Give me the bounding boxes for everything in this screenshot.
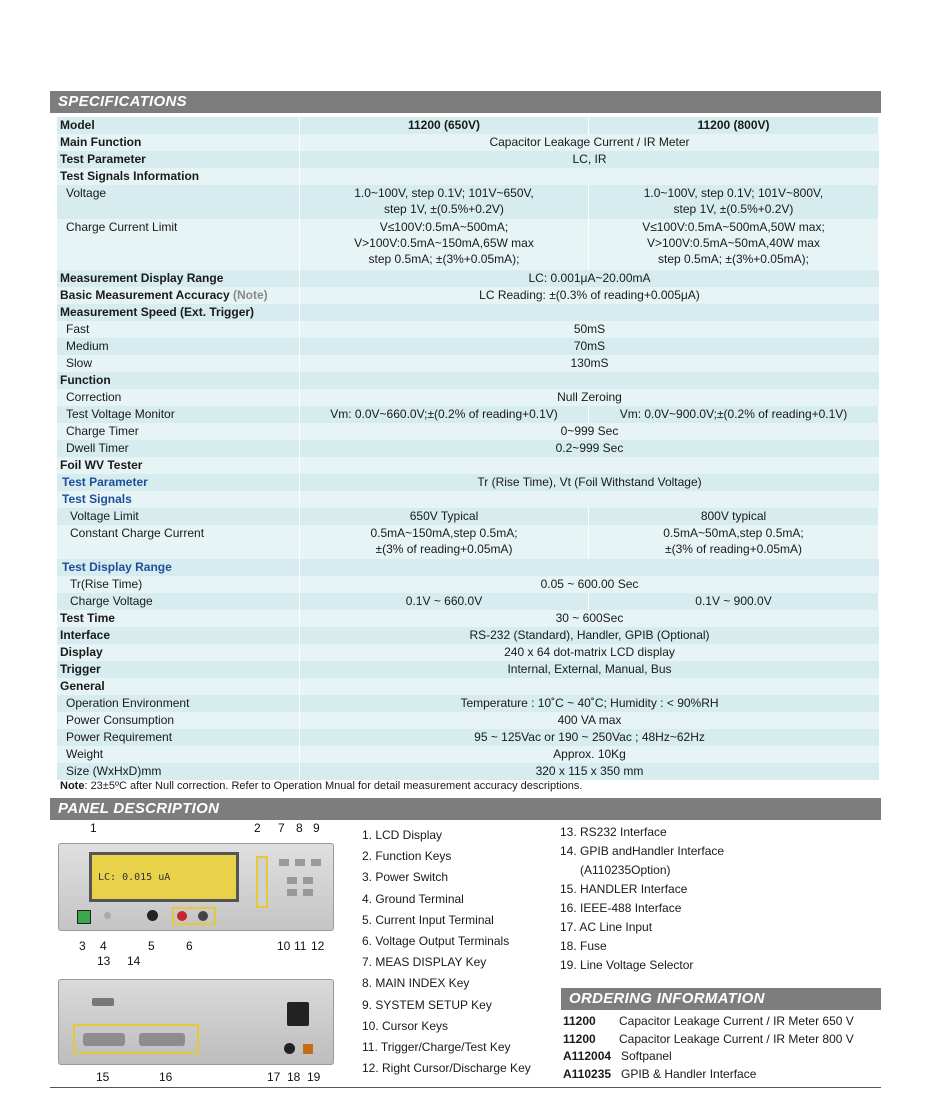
row-label: Correction [57,389,300,406]
row-label: Power Requirement [57,729,300,746]
table-row [57,661,879,678]
table-row [57,219,879,270]
ordering-information-banner: ORDERING INFORMATION [561,988,881,1010]
row-value-650v: 650V Typical [300,508,589,525]
row-value-650v: 0.5mA~150mA,step 0.5mA; ±(3% of reading+0.05mA) [300,525,589,559]
callout-5: 5 [148,939,155,953]
lcd-display [89,852,239,902]
table-row [57,491,879,508]
front-panel-image [58,843,334,931]
row-value: 0~999 Sec [300,423,879,440]
table-row [57,338,879,355]
table-row [57,763,879,780]
list-item: 14. GPIB andHandler Interface [560,844,725,858]
row-label: Voltage [57,185,300,219]
row-value: Null Zeroing [300,389,879,406]
row-value: 95 ~ 125Vac or 190 ~ 250Vac ; 48Hz~62Hz [300,729,879,746]
row-label: Weight [57,746,300,763]
callout-1: 1 [90,821,97,835]
table-row [57,372,879,389]
order-code: A112004 [563,1049,612,1063]
power-switch [77,910,91,924]
list-item: 7. MEAS DISPLAY Key [362,955,487,970]
row-value: Temperature : 10˚C ~ 40˚C; Humidity : < 90%RH [300,695,879,712]
row-value: LC, IR [300,151,879,168]
table-row [57,576,879,593]
rs232-interface [92,998,114,1006]
row-value: Approx. 10Kg [300,746,879,763]
specifications-table [57,117,879,780]
list-item: 10. Cursor Keys [362,1018,449,1033]
row-label: Size (WxHxD)mm [57,763,300,780]
row-value-800v: 0.1V ~ 900.0V [589,593,878,610]
row-value-650v: 0.1V ~ 660.0V [300,593,589,610]
table-row [57,423,879,440]
table-row [57,355,879,372]
line-voltage-selector [303,1044,313,1054]
callout-18: 18 [287,1070,301,1084]
row-label: Charge Current Limit [57,219,300,270]
section-label: General [57,678,300,695]
order-desc: Capacitor Leakage Current / IR Meter 650 V [619,1014,854,1028]
callout-7: 7 [278,821,285,835]
order-code: A110235 [563,1066,612,1081]
table-row [57,117,879,134]
row-value: Internal, External, Manual, Bus [300,661,879,678]
row-value: 320 x 115 x 350 mm [300,763,879,780]
list-item: 5. Current Input Terminal [362,912,494,927]
ieee488-interface [139,1033,185,1046]
row-label: Trigger [57,661,300,678]
row-value-empty [300,559,879,576]
section-label: Test Signals Information [57,168,300,185]
row-value-800v: V≤100V:0.5mA~500mA,50W max; V>100V:0.5mA~50mA,40W max step 0.5mA; ±(3%+0.05mA); [589,219,878,270]
section-label: Test Signals [57,491,300,508]
section-label: Function [57,372,300,389]
callout-12: 12 [311,939,325,953]
callout-8: 8 [296,821,303,835]
row-value: Tr (Rise Time), Vt (Foil Withstand Voltage) [300,474,879,491]
table-row [57,440,879,457]
row-value-800v: 1.0~100V, step 0.1V; 101V~800V, step 1V, ±(0.5%+0.2V) [589,185,878,219]
note-ref: (Note) [232,288,268,302]
table-row [57,627,879,644]
list-item: 6. Voltage Output Terminals [362,934,510,949]
list-item: 2. Function Keys [362,849,452,864]
ac-line-input [287,1002,309,1026]
row-value-empty [300,168,879,185]
table-row [57,508,879,525]
row-value-empty [300,678,879,695]
table-row [57,729,879,746]
callout-19: 19 [307,1070,321,1084]
rear-panel-image [58,979,334,1065]
row-value-800v: 800V typical [589,508,878,525]
row-value-800v: Vm: 0.0V~900.0V;±(0.2% of reading+0.1V) [589,406,878,423]
section-label: Test Display Range [57,559,300,576]
section-label: Foil WV Tester [57,457,300,474]
voltage-output-terminals [172,907,216,925]
row-label: Charge Voltage [57,593,300,610]
table-row [57,695,879,712]
table-row [57,457,879,474]
callout-6: 6 [186,939,193,953]
callout-13: 13 [97,954,111,968]
order-code: 11200 [563,1031,596,1046]
order-code: 11200 [563,1014,596,1028]
row-label: Basic Measurement Accuracy (Note) [57,287,300,304]
row-value: 30 ~ 600Sec [300,610,879,627]
footnote-label: Note [60,780,85,792]
list-item: (A110235Option) [560,863,671,877]
row-value: RS-232 (Standard), Handler, GPIB (Optional) [300,627,879,644]
table-row [57,644,879,661]
callout-4: 4 [100,939,107,953]
panel-items-left [362,825,531,1079]
handler-interface [83,1033,125,1046]
lcd-readout: LC: 0.015 uA [98,872,171,883]
list-item: 13. RS232 Interface [560,825,667,839]
callout-9: 9 [313,821,320,835]
bottom-divider [50,1087,881,1088]
order-item [563,1066,854,1084]
panel-items-right [560,823,724,975]
table-row [57,678,879,695]
row-label: Constant Charge Current [57,525,300,559]
row-value: Capacitor Leakage Current / IR Meter [300,134,879,151]
list-item: 19. Line Voltage Selector [560,958,694,972]
row-value: 0.2~999 Sec [300,440,879,457]
row-value: LC: 0.001μA~20.00mA [300,270,879,287]
row-label: Main Function [57,134,300,151]
function-keys [256,856,268,908]
row-value-800v: 0.5mA~50mA,step 0.5mA; ±(3% of reading+0.05mA) [589,525,878,559]
row-label: Test Time [57,610,300,627]
table-row [57,168,879,185]
row-value-650v: 1.0~100V, step 0.1V; 101V~650V, step 1V, ±(0.5%+0.2V) [300,185,589,219]
callout-17: 17 [267,1070,281,1084]
table-row [57,304,879,321]
ordering-list [563,1013,854,1083]
list-item: 12. Right Cursor/Discharge Key [362,1061,531,1076]
table-row [57,151,879,168]
row-label: Fast [57,321,300,338]
row-label: Test Voltage Monitor [57,406,300,423]
control-keys [279,859,324,899]
table-row [57,712,879,729]
list-item: 4. Ground Terminal [362,891,464,906]
table-row [57,185,879,219]
list-item: 1. LCD Display [362,828,443,842]
table-row [57,525,879,559]
table-row [57,134,879,151]
table-row [57,406,879,423]
order-item [563,1048,854,1066]
row-value: 70mS [300,338,879,355]
panel-description-banner: PANEL DESCRIPTION [50,798,881,820]
header-model-650v: 11200 (650V) [300,117,589,134]
row-label: Display [57,644,300,661]
row-label: Interface [57,627,300,644]
order-item [563,1031,854,1049]
row-label: Test Parameter [57,474,300,491]
list-item: 16. IEEE-488 Interface [560,901,682,915]
row-value-empty [300,372,879,389]
row-label: Operation Environment [57,695,300,712]
row-value-650v: Vm: 0.0V~660.0V;±(0.2% of reading+0.1V) [300,406,589,423]
callout-10: 10 [277,939,291,953]
row-label: Medium [57,338,300,355]
header-model-800v: 11200 (800V) [589,117,878,134]
row-value-empty [300,304,879,321]
specifications-banner: SPECIFICATIONS [50,91,881,113]
callout-11: 11 [294,939,307,953]
row-label: Charge Timer [57,423,300,440]
callout-15: 15 [96,1070,110,1084]
row-label: Dwell Timer [57,440,300,457]
list-item: 9. SYSTEM SETUP Key [362,997,492,1012]
table-row [57,270,879,287]
row-label: Voltage Limit [57,508,300,525]
row-value-empty [300,491,879,508]
table-row [57,474,879,491]
table-row [57,389,879,406]
list-item: 11. Trigger/Charge/Test Key [362,1040,511,1055]
table-row [57,610,879,627]
row-value: 50mS [300,321,879,338]
list-item: 15. HANDLER Interface [560,882,688,896]
row-label: Measurement Display Range [57,270,300,287]
list-item: 17. AC Line Input [560,920,653,934]
ground-terminal [104,912,111,919]
callout-2: 2 [254,821,261,835]
list-item: 8. MAIN INDEX Key [362,976,470,991]
table-row [57,559,879,576]
order-desc: GPIB & Handler Interface [621,1066,757,1081]
interface-bracket [73,1024,199,1054]
callout-16: 16 [159,1070,173,1084]
table-row [57,746,879,763]
row-value: 400 VA max [300,712,879,729]
callout-3: 3 [79,939,86,953]
row-value: 0.05 ~ 600.00 Sec [300,576,879,593]
row-label: Slow [57,355,300,372]
current-input-terminal [147,910,158,921]
row-value: 240 x 64 dot-matrix LCD display [300,644,879,661]
row-value-empty [300,457,879,474]
row-label: Tr(Rise Time) [57,576,300,593]
list-item: 3. Power Switch [362,870,449,885]
table-row [57,593,879,610]
row-label: Test Parameter [57,151,300,168]
list-item: 18. Fuse [560,939,607,953]
table-row [57,321,879,338]
row-value: 130mS [300,355,879,372]
order-item [563,1013,854,1031]
order-desc: Capacitor Leakage Current / IR Meter 800 V [619,1031,854,1046]
row-value: LC Reading: ±(0.3% of reading+0.005μA) [300,287,879,304]
callout-14: 14 [127,954,141,968]
table-row [57,287,879,304]
footnote [60,780,582,792]
footnote-text: : 23±5ºC after Null correction. Refer to Operation Mnual for detail measurement accuracy descriptions. [84,780,583,792]
row-value-650v: V≤100V:0.5mA~500mA; V>100V:0.5mA~150mA,65W max step 0.5mA; ±(3%+0.05mA); [300,219,589,270]
row-label: Power Consumption [57,712,300,729]
header-label: Model [57,117,300,134]
section-label: Measurement Speed (Ext. Trigger) [57,304,300,321]
fuse [284,1043,295,1054]
order-desc: Softpanel [621,1049,672,1063]
